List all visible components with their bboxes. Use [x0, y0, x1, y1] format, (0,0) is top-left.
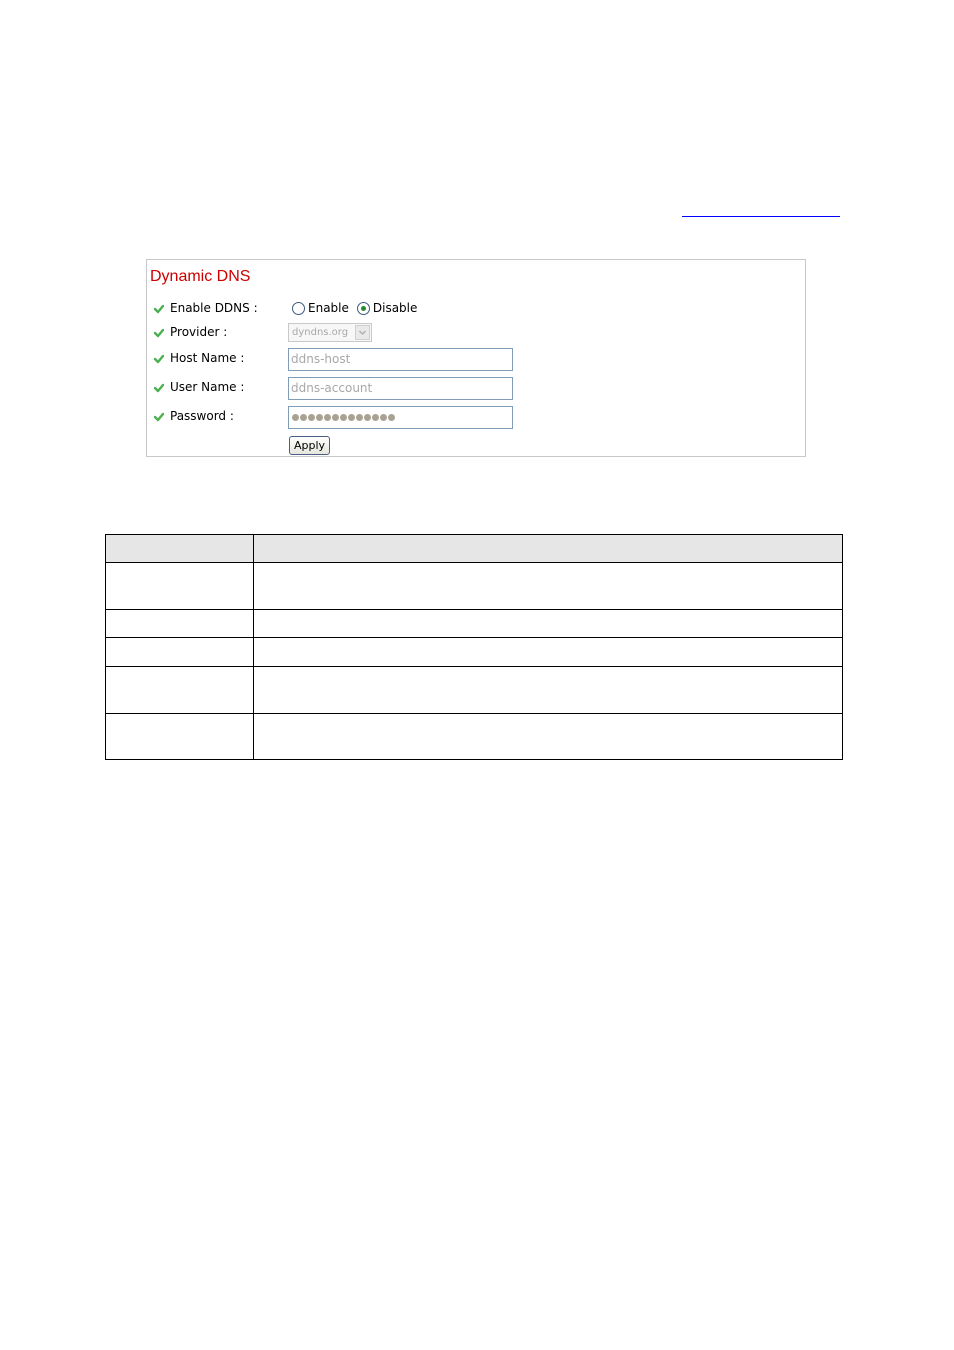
password-mask-dot: [348, 414, 355, 421]
user-name-label: User Name :: [170, 380, 245, 394]
enable-radio-label[interactable]: Enable: [308, 301, 349, 315]
password-input[interactable]: [288, 406, 513, 429]
green-check-icon: [154, 412, 164, 422]
user-name-input[interactable]: ddns-account: [288, 377, 513, 400]
password-mask-dot: [364, 414, 371, 421]
enable-ddns-label: Enable DDNS :: [170, 301, 258, 315]
table-cell: [106, 714, 254, 760]
host-name-label: Host Name :: [170, 351, 245, 365]
provider-select-value: dyndns.org: [292, 327, 349, 338]
table-row: [106, 563, 843, 610]
panel-title: Dynamic DNS: [150, 268, 251, 285]
table-cell: [254, 563, 843, 610]
green-check-icon: [154, 328, 164, 338]
enable-radio[interactable]: [292, 302, 305, 315]
table-cell: [106, 638, 254, 667]
table-cell: [254, 714, 843, 760]
disable-radio[interactable]: [357, 302, 370, 315]
disable-radio-label[interactable]: Disable: [372, 301, 418, 315]
table-row: [106, 638, 843, 667]
table-header-cell: [106, 535, 254, 563]
table-row: [106, 667, 843, 714]
password-mask-dot: [380, 414, 387, 421]
password-mask-dot: [316, 414, 323, 421]
table-cell: [106, 667, 254, 714]
host-name-row: [147, 348, 805, 370]
table-cell: [106, 563, 254, 610]
enable-ddns-radio-group: [292, 301, 425, 315]
user-name-row: [147, 377, 805, 399]
password-mask-dot: [300, 414, 307, 421]
table-row: [106, 714, 843, 760]
table-cell: [106, 610, 254, 638]
provider-label: Provider :: [170, 325, 228, 339]
password-row: [147, 406, 805, 428]
table-header-row: [106, 535, 843, 563]
password-mask-dot: [340, 414, 347, 421]
chevron-down-icon[interactable]: [355, 325, 370, 340]
password-mask: [292, 414, 395, 421]
provider-row: [147, 322, 805, 344]
host-name-input[interactable]: ddns-host: [288, 348, 513, 371]
provider-select[interactable]: [288, 323, 372, 342]
green-check-icon: [154, 304, 164, 314]
apply-button[interactable]: Apply: [289, 436, 330, 455]
table-cell: [254, 638, 843, 667]
password-mask-dot: [332, 414, 339, 421]
table-header-cell: [254, 535, 843, 563]
dynamic-dns-panel: [146, 259, 806, 457]
enable-ddns-row: [147, 298, 805, 320]
table-cell: [254, 610, 843, 638]
green-check-icon: [154, 383, 164, 393]
hyperlink-underline[interactable]: [682, 216, 840, 217]
description-table: [105, 534, 843, 760]
password-mask-dot: [388, 414, 395, 421]
table-row: [106, 610, 843, 638]
password-label: Password :: [170, 409, 234, 423]
password-mask-dot: [292, 414, 299, 421]
password-mask-dot: [324, 414, 331, 421]
password-mask-dot: [372, 414, 379, 421]
table-cell: [254, 667, 843, 714]
password-mask-dot: [356, 414, 363, 421]
green-check-icon: [154, 354, 164, 364]
password-mask-dot: [308, 414, 315, 421]
